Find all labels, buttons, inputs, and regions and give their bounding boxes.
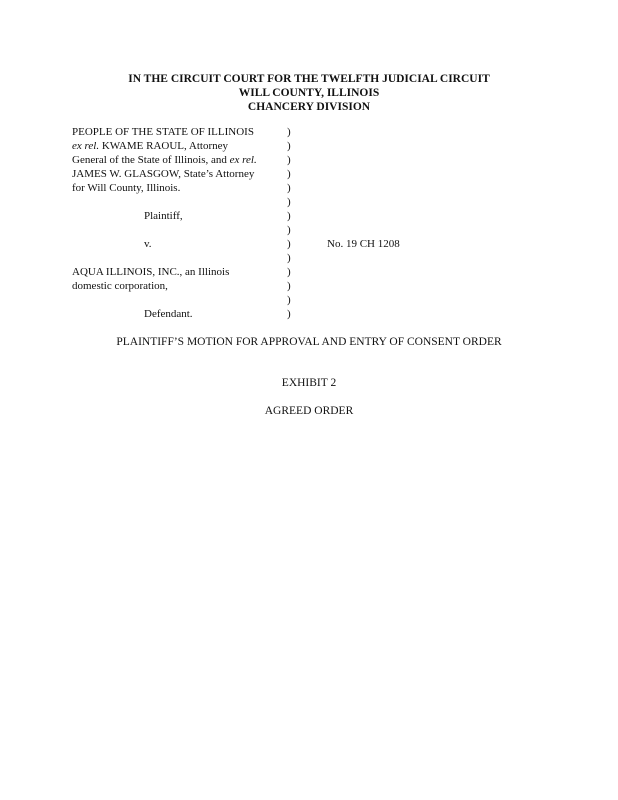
caption-parenthesis-column xyxy=(287,125,299,321)
caption-parenthesis: ) xyxy=(287,210,291,222)
defendant-line: domestic corporation, xyxy=(72,280,168,292)
plaintiff-line: for Will County, Illinois. xyxy=(72,182,181,194)
court-header-line-3: CHANCERY DIVISION xyxy=(247,101,371,113)
plaintiff-line: General of the State of Illinois, and ex rel. xyxy=(72,154,257,166)
versus-label: v. xyxy=(144,238,152,250)
case-number: No. 19 CH 1208 xyxy=(327,238,400,250)
court-header-line-2: WILL COUNTY, ILLINOIS xyxy=(238,87,380,99)
defendant-line: AQUA ILLINOIS, INC., an Illinois xyxy=(72,266,230,278)
court-header xyxy=(0,72,618,114)
caption-parenthesis: ) xyxy=(287,294,291,306)
plaintiff-line: JAMES W. GLASGOW, State’s Attorney xyxy=(72,168,255,180)
caption-parenthesis: ) xyxy=(287,252,291,264)
caption-parenthesis: ) xyxy=(287,182,291,194)
caption-parenthesis: ) xyxy=(287,126,291,138)
caption-parenthesis: ) xyxy=(287,140,291,152)
exhibit-title: AGREED ORDER xyxy=(264,405,354,417)
caption-parenthesis: ) xyxy=(287,196,291,208)
caption-parenthesis: ) xyxy=(287,308,291,320)
plaintiff-label: Plaintiff, xyxy=(144,210,183,222)
exhibit-label: EXHIBIT 2 xyxy=(281,377,337,389)
caption-parenthesis: ) xyxy=(287,224,291,236)
court-header-line-1: IN THE CIRCUIT COURT FOR THE TWELFTH JUDICIAL CIRCUIT xyxy=(128,73,490,85)
plaintiff-line: PEOPLE OF THE STATE OF ILLINOIS xyxy=(72,126,254,138)
motion-title: PLAINTIFF’S MOTION FOR APPROVAL AND ENTRY OF CONSENT ORDER xyxy=(116,336,502,348)
caption-parenthesis: ) xyxy=(287,238,291,250)
parties-column xyxy=(72,125,287,321)
plaintiff-line: ex rel. KWAME RAOUL, Attorney xyxy=(72,140,229,152)
caption-parenthesis: ) xyxy=(287,266,291,278)
caption-parenthesis: ) xyxy=(287,154,291,166)
caption-parenthesis: ) xyxy=(287,168,291,180)
defendant-label: Defendant. xyxy=(144,308,193,320)
caption-parenthesis: ) xyxy=(287,280,291,292)
